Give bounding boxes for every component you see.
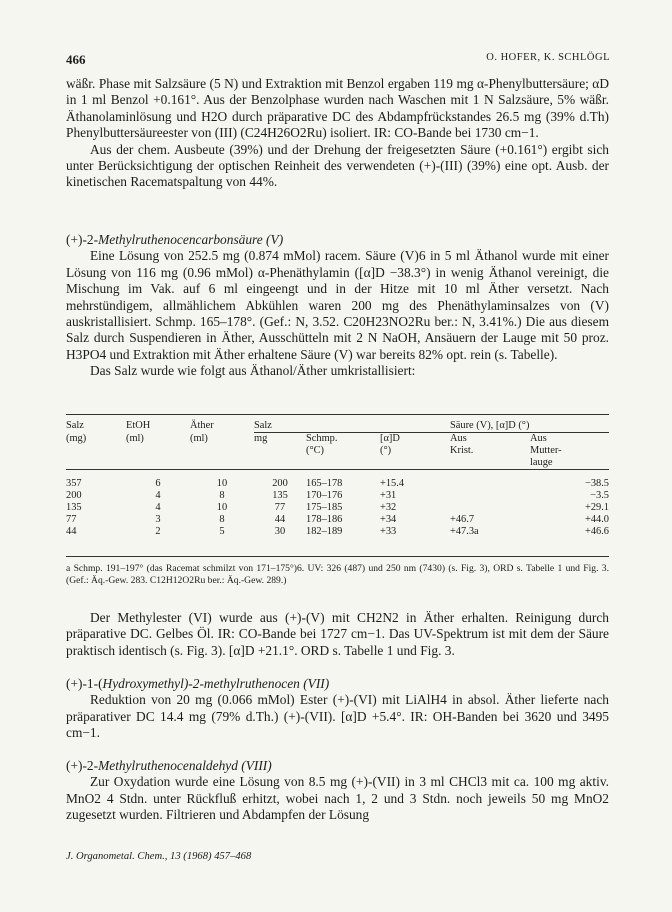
table-header-cell (306, 420, 380, 433)
table-header-cell (66, 457, 126, 470)
paragraph-optical-yield: Aus der chem. Ausbeute (39%) und der Drehung der freigesetzten Säure (+0.161°) ergibt sich unter Berücksichtigung der optischen Reinheit des verwendeten (+)-(III) (39%) eine opt. Ausb. der kinetischen Racematspaltung von 44%. (66, 141, 609, 190)
table-cell: 357 (66, 478, 82, 489)
methyl-ester-text (66, 610, 609, 659)
table-cell: +33 (380, 526, 397, 537)
table-header-cell (190, 457, 254, 470)
table-cell: 10 (216, 502, 228, 513)
table-body (66, 478, 609, 538)
table-cell: +34 (380, 514, 397, 525)
table-header-row (66, 420, 609, 433)
table-header-cell: lauge (530, 457, 553, 468)
table-cell: 182–189 (306, 526, 343, 537)
table-header-cell (254, 445, 306, 457)
table-header-row (66, 445, 609, 457)
section-hydroxymethyl (66, 676, 609, 742)
table-cell: 77 (274, 502, 286, 513)
table-footnote: a Schmp. 191–197° (das Racemat schmilzt von 171–175°)6. UV: 326 (487) und 250 nm (7430) (s. Fig. 3), ORD s. Tabelle 1 und Fig. 3. (Gef.: Äq.-Gew. 283. C12H12O2Ru ber.: Äq.-Gew. 289.) (66, 563, 609, 586)
heading-prefix: (+)-1-( (66, 676, 103, 691)
table-cell: 2 (155, 526, 161, 537)
heading-prefix: (+)-2- (66, 758, 99, 773)
page-number: 466 (66, 52, 86, 67)
table-cell: 3 (155, 514, 161, 525)
table-cell: +15.4 (380, 478, 405, 489)
table-cell: −38.5 (584, 478, 609, 489)
table-cell: +47.3a (450, 526, 479, 537)
table-header-cell (306, 457, 380, 470)
table-cell (450, 490, 530, 502)
table-cell: 4 (155, 490, 161, 501)
paragraph-recrystallization-intro: Das Salz wurde wie folgt aus Äthanol/Äther umkristallisiert: (90, 363, 416, 379)
table-cell: 175–185 (306, 502, 343, 513)
table-cell: 10 (216, 478, 228, 489)
table-header-cell (380, 420, 450, 433)
table-header-cell (190, 445, 254, 457)
table-header-cell (450, 457, 530, 470)
table-row (66, 490, 609, 502)
table-header-cell: (ml) (190, 432, 208, 444)
table-cell: 8 (219, 490, 225, 501)
table-bottom-rule (66, 556, 609, 557)
table-cell: +46.6 (584, 526, 609, 537)
table-cell (450, 502, 530, 514)
section-heading-acid (66, 232, 609, 248)
table-header-cell: Salz (254, 420, 272, 431)
table-header-cell (126, 445, 190, 457)
paragraph-extraction: wäßr. Phase mit Salzsäure (5 N) und Extraktion mit Benzol ergaben 119 mg α-Phenylbuttersäure; αD in 1 ml Benzol +0.161°. Aus der Benzolphase wurden nach Waschen mit 1 N Salzsäure, 5% wäßr. Äthanolaminlösung und H2O durch präparative DC des Abdampfrückstandes 26.5 mg (39% d.Th) Phenylbuttersäureester von (III) (C24H26O2Ru) isoliert. IR: CO-Bande bei 1730 cm−1. (66, 76, 609, 141)
table-cell: 8 (219, 514, 225, 525)
table-cell: −3.5 (590, 490, 609, 501)
section-aldehyde (66, 758, 609, 824)
table-cell: 200 (272, 478, 288, 489)
heading-prefix: (+)-2- (66, 232, 99, 247)
paragraph-methyl-ester: Der Methylester (VI) wurde aus (+)-(V) mit CH2N2 in Äther erhalten. Reinigung durch präparative DC. Gelbes Öl. IR: CO-Bande bei 1727 cm−1. Das UV-Spektrum ist mit dem der Säure praktisch identisch (s. Fig. 3). [α]D +21.1°. ORD s. Tabelle 1 und Fig. 3. (66, 610, 609, 658)
table-header-cell: Säure (V), [α]D (°) (450, 420, 530, 431)
table-cell: 77 (66, 514, 77, 525)
table-header-cell: [α]D (380, 433, 450, 446)
recrystallization-table (66, 420, 609, 538)
section-heading-hydroxymethyl (66, 676, 609, 692)
table-cell: +29.1 (584, 502, 609, 513)
table-cell: 178–186 (306, 514, 343, 525)
table-header-cell: mg (254, 433, 306, 446)
table-cell: 6 (155, 478, 161, 489)
heading-title: Methylruthenocenaldehyd (VIII) (98, 758, 272, 773)
section-heading-aldehyde (66, 758, 609, 774)
table-cell: +44.0 (584, 514, 609, 525)
table-cell: 135 (66, 502, 82, 513)
table-header-cell: Krist. (450, 445, 474, 456)
table-header-cell (66, 445, 126, 457)
paragraph-reduction: Reduktion von 20 mg (0.066 mMol) Ester (+)-(VI) mit LiAlH4 in absol. Äther lieferte nach präparativer DC 14.4 mg (79% d.Th.) (+)-(VII). [α]D +5.4°. IR: OH-Banden bei 3620 und 3495 cm−1. (66, 692, 609, 741)
table-cell: 135 (272, 490, 288, 501)
table-header-cell: (ml) (126, 432, 144, 444)
table-header-cell: Äther (190, 420, 214, 431)
table-cell: 5 (219, 526, 225, 537)
table-header-cell: (mg) (66, 432, 87, 444)
table-cell: 4 (155, 502, 161, 513)
table-cell: 44 (274, 514, 286, 525)
heading-title: Methylruthenocencarbonsäure (V) (98, 232, 284, 247)
table-cell: 170–176 (306, 490, 343, 501)
table-cell: +32 (380, 502, 397, 513)
table-header-cell (126, 457, 190, 470)
table-cell: +46.7 (450, 514, 475, 525)
table-cell: 44 (66, 526, 77, 537)
intro-text (66, 76, 609, 191)
table-header-cell: Aus (450, 433, 530, 446)
table-header-cell: Aus (530, 433, 609, 446)
running-head-authors: O. HOFER, K. SCHLÖGL (486, 52, 610, 63)
table-cell: 165–178 (306, 478, 343, 489)
table-top-rule (66, 414, 609, 415)
table-header-cell: EtOH (126, 420, 151, 431)
paragraph-resolution: Eine Lösung von 252.5 mg (0.874 mMol) racem. Säure (V)6 in 5 ml Äthanol wurde mit einer Lösung von 116 mg (0.96 mMol) α-Phenäthylamin ([α]D −38.3°) in wenig Äthanol vereinigt, die Mischung im Vak. auf 6 ml eingeengt und in der Hitze mit 10 ml Äther versetzt. Nach mehrstündigem, allmählichem Abkühlen waren 200 mg des Phenäthylaminsalzes von (V) auskristallisiert. Schmp. 165–178°. (Gef.: N, 3.52. C20H23NO2Ru ber.: N, 3.41%.) Die aus diesem Salz durch Suspendieren in Äther, Ausschütteln mit 2 N NaOH, Ansäuern der Lauge mit 50 proz. H3PO4 und Extraktion mit Äther erhaltene Säure (V) war bereits 82% opt. rein (s. Tabelle). (66, 248, 609, 362)
table-header-cell: Schmp. (306, 433, 380, 446)
table-row (66, 526, 609, 538)
table-header-cell: (°) (380, 445, 392, 456)
table-cell (450, 478, 530, 490)
table-header-cell (380, 457, 450, 470)
table-header-row (66, 433, 609, 446)
table-row (66, 514, 609, 526)
table-cell: +31 (380, 490, 397, 501)
table-cell: 200 (66, 490, 82, 501)
journal-reference: J. Organometal. Chem., 13 (1968) 457–468 (66, 851, 252, 862)
section-carboxylic-acid (66, 232, 609, 380)
running-header (66, 52, 610, 70)
table-header-row (66, 457, 609, 470)
table-header-cell: (°C) (306, 445, 325, 456)
table-header-cell (254, 457, 306, 470)
table-cell: 30 (274, 526, 286, 537)
paragraph-oxidation: Zur Oxydation wurde eine Lösung von 8.5 mg (+)-(VII) in 3 ml CHCl3 mit ca. 100 mg aktiv. MnO2 4 Stdn. unter Rückfluß erhitzt, wobei nach 1, 2 und 3 Stdn. noch jeweils 50 mg MnO2 zugesetzt wurden. Filtrieren und Abdampfen der Lösung (66, 774, 609, 823)
table-header-cell: Mutter- (530, 445, 562, 456)
table-row (66, 478, 609, 490)
table-row (66, 502, 609, 514)
table-header-cell: Salz (66, 420, 84, 431)
heading-title: Hydroxymethyl)-2-methylruthenocen (VII) (102, 676, 330, 691)
